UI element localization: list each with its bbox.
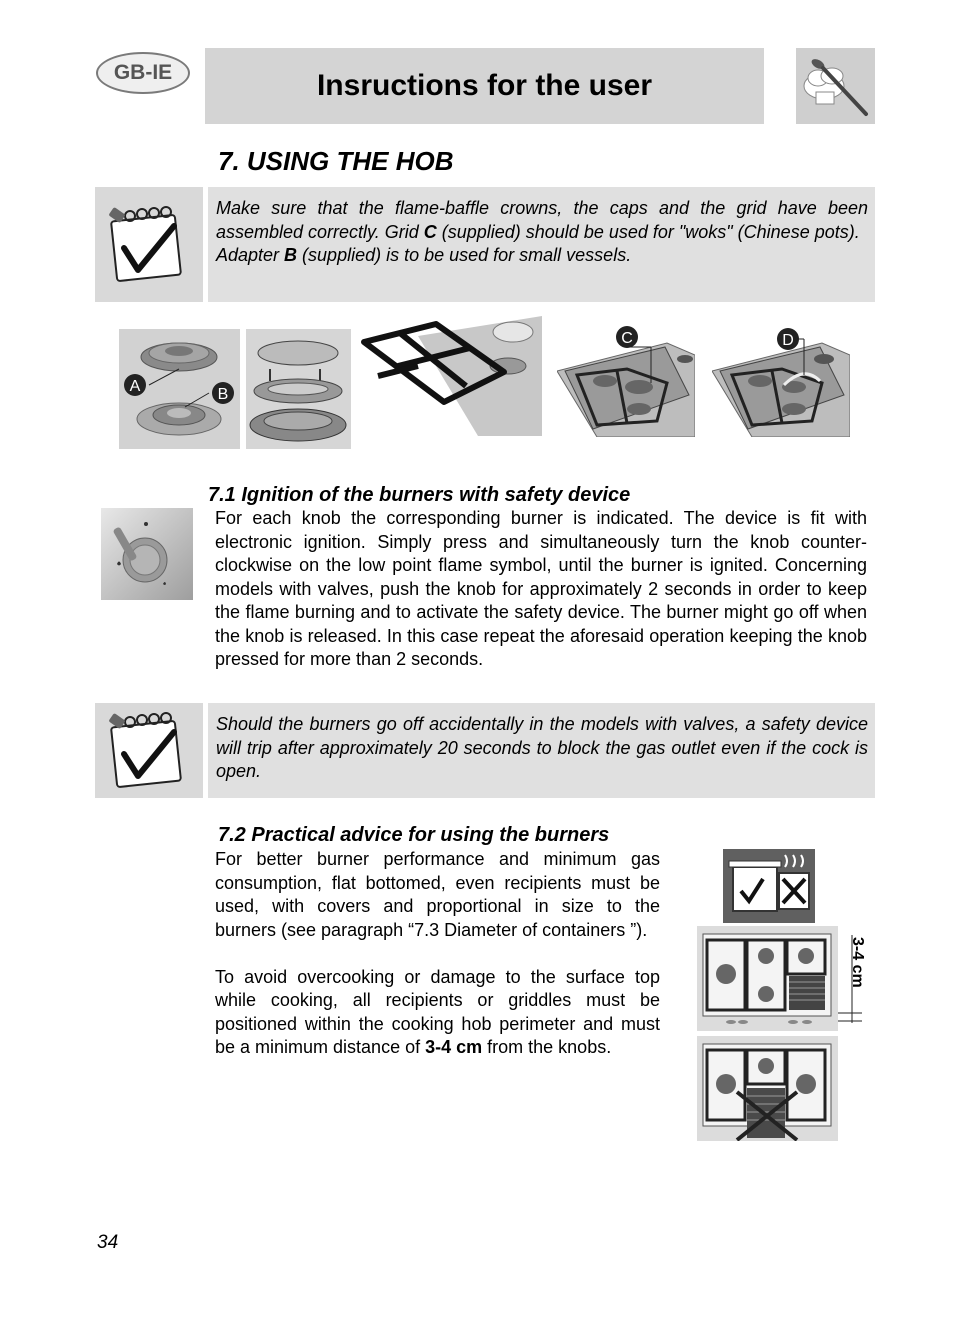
label-c: C	[621, 330, 633, 347]
distance-label: 3-4 cm	[849, 937, 866, 988]
note-icon-cell	[95, 187, 203, 302]
page-number: 34	[97, 1232, 119, 1253]
note1-text-a: Make sure that the flame-baffle crowns, the caps and the grid have been assembled correctly. Grid	[216, 198, 868, 242]
note-box-safety	[95, 703, 875, 798]
hob-griddle-correct-figure	[697, 926, 838, 1031]
note-text-safety: Should the burners go off accidentally in the models with valves, a safety device will trip after approximately 20 seconds to block the gas outlet even if the cock is open.	[208, 703, 875, 798]
note-box-assembly	[95, 187, 875, 302]
knob-icon	[101, 508, 193, 600]
subsection-7-1-text: For each knob the corresponding burner is indicated. The device is fit with electronic ignition. Simply press and simultaneously turn the knob counter-clockwise on the low point flame symbol, until the burner is ignited. Concerning models with valves, push the knob for approximately 2 seconds in order to keep the flame burning and to activate the safety device. The burner might go off when the knob is released. In this case repeat the aforesaid operation keeping the knob pressed for more than 2 seconds.	[215, 508, 867, 669]
adapter-figure	[246, 329, 351, 449]
chef-spoon-icon	[796, 48, 875, 124]
wok-grid-figure	[358, 316, 542, 436]
note1-text-c: Adapter	[216, 245, 285, 265]
notepad-check-icon	[104, 706, 194, 796]
hob-grid-c-figure	[557, 325, 695, 437]
section-title: 7. USING THE HOB	[218, 146, 454, 176]
note-icon-cell	[95, 703, 203, 798]
country-badge	[96, 52, 190, 94]
adapter-letter: B	[284, 245, 298, 265]
distance-text-a: To avoid overcooking or damage to the surface top while cooking, all recipients or griddles must be positioned within the cooking hob perimeter and must be a minimum distance of	[215, 966, 660, 1057]
page-title: Insructions for the user	[316, 69, 653, 102]
header-bar	[205, 48, 764, 124]
grid-letter: C	[423, 221, 437, 242]
hob-griddle-wrong-figure	[697, 1036, 838, 1141]
label-a: A	[129, 378, 141, 395]
subsection-7-1-title: 7.1 Ignition of the burners with safety device	[208, 484, 631, 506]
burner-parts-figure	[119, 329, 240, 449]
country-badge-label: GB-IE	[113, 61, 173, 84]
distance-text-b: from the knobs.	[482, 1037, 612, 1057]
note1-text-b: (supplied) should be used for "woks" (Chinese pots).	[436, 221, 860, 242]
note1-text-d: (supplied) is to be used for small vessels.	[297, 245, 632, 265]
distance-bold: 3-4 cm	[425, 1037, 483, 1057]
paragraph-containers: For better burner performance and minimum gas consumption, flat bottomed, even recipients must be used, with covers and proportional in size to the burners (see paragraph “7.3 Diameter of containers ”).	[215, 849, 660, 940]
pot-lid-icon	[723, 849, 815, 923]
hob-grid-d-figure	[712, 325, 850, 437]
note-text-assembly	[208, 187, 875, 302]
subsection-7-2-text	[215, 848, 660, 1060]
paragraph-distance	[215, 966, 660, 1060]
notepad-check-icon	[104, 200, 194, 290]
label-d: D	[782, 332, 794, 349]
label-b: B	[217, 386, 229, 403]
subsection-7-2-title: 7.2 Practical advice for using the burners	[218, 824, 610, 846]
